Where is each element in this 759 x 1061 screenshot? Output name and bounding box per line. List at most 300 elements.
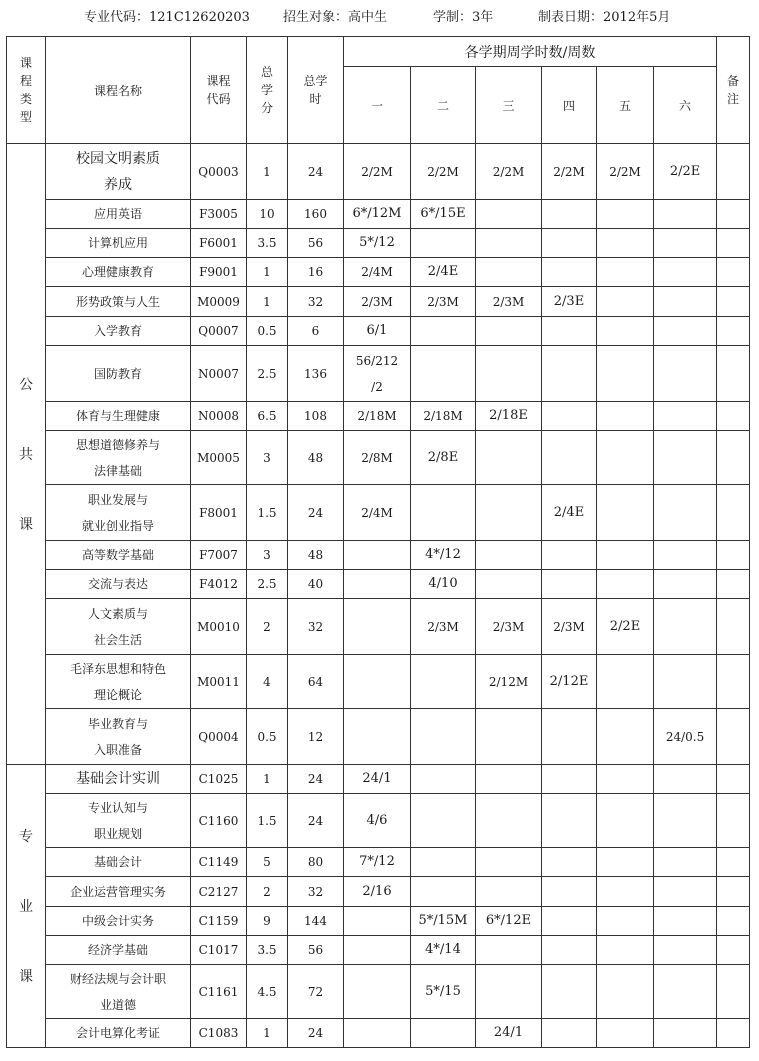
course-code-cell: C1160 [191,794,247,848]
course-code-cell: C2127 [191,877,247,907]
table-row [7,907,750,936]
semester-4-cell: 2/3M [542,599,597,655]
course-code-cell: C1025 [191,765,247,794]
course-credits-cell: 1 [247,287,288,317]
header-remark-char: 备 [727,74,740,88]
table-header-info [0,0,759,36]
semester-6-cell [654,877,717,907]
remark-cell [717,765,750,794]
semester-1-cell: 24/1 [344,765,411,794]
course-name-line: 体育与生理健康 [75,409,160,423]
semester-6-cell [654,570,717,599]
semester-4-cell: 2/2M [542,144,597,200]
semester-2-cell [411,877,476,907]
course-code-cell: F9001 [191,258,247,287]
semester-5-cell [597,346,654,402]
table-row [7,1019,750,1048]
semester-3-cell [476,317,542,346]
semester-2-cell [411,655,476,709]
course-code-cell: N0008 [191,402,247,431]
table-date: 制表日期：2012年5月 [538,10,671,25]
semester-5-cell [597,317,654,346]
course-name-cell [46,965,191,1019]
semester-5-cell [597,877,654,907]
semester-2-cell: 2/4E [411,258,476,287]
semester-3-cell [476,229,542,258]
semester-1-cell [344,965,411,1019]
semester-4-cell [542,848,597,877]
course-hours-cell: 24 [288,765,344,794]
course-name-cell [46,431,191,485]
course-name-cell [46,317,191,346]
header-semester-6: 六 [654,67,717,144]
course-credits-cell: 1 [247,1019,288,1048]
semester-5-cell [597,936,654,965]
course-hours-cell: 32 [288,287,344,317]
semester-4-cell: 2/3E [542,287,597,317]
semester-5-cell [597,200,654,229]
course-credits-cell: 3.5 [247,936,288,965]
course-credits-cell: 1.5 [247,794,288,848]
remark-cell [717,794,750,848]
course-category-char: 共 [19,447,33,463]
semester-6-cell [654,485,717,541]
course-name-cell [46,794,191,848]
course-name-line: 国防教育 [93,366,142,381]
remark-cell [717,317,750,346]
course-name-line: 社会生活 [93,632,142,647]
course-name-cell [46,287,191,317]
semester-6-cell [654,848,717,877]
remark-cell [717,570,750,599]
course-credits-cell: 0.5 [247,709,288,765]
semester-1-cell [344,1019,411,1048]
course-hours-cell: 24 [288,794,344,848]
course-category-cell [7,765,46,1048]
semester-5-cell [597,541,654,570]
study-duration: 学制：3年 [433,10,494,25]
course-hours-cell: 24 [288,1019,344,1048]
header-credits [247,37,288,144]
course-name-cell [46,402,191,431]
semester-6-cell [654,655,717,709]
semester-6-cell [654,936,717,965]
semester-4-cell [542,570,597,599]
semester-5-cell [597,794,654,848]
header-remark-char: 注 [727,92,740,106]
semester-2-cell [411,794,476,848]
header-semester-5: 五 [597,67,654,144]
remark-cell [717,936,750,965]
course-name-line: 职业发展与 [87,492,148,507]
course-credits-cell: 2 [247,877,288,907]
course-credits-cell: 3.5 [247,229,288,258]
semester-1-cell: 7*/12 [344,848,411,877]
course-code-cell: N0007 [191,346,247,402]
table-row [7,431,750,485]
course-name-cell [46,877,191,907]
semester-1-cell: 2/4M [344,485,411,541]
enrollment-target: 招生对象：高中生 [283,10,388,25]
table-row [7,402,750,431]
semester-5-cell: 2/2M [597,144,654,200]
course-credits-cell: 2 [247,599,288,655]
header-code-line: 课程 [206,74,231,88]
header-course-code [191,37,247,144]
semester-6-cell [654,1019,717,1048]
header-semester-3: 三 [476,67,542,144]
remark-cell [717,655,750,709]
course-name-cell [46,229,191,258]
semester-2-cell [411,1019,476,1048]
semester-6-cell [654,431,717,485]
semester-5-cell [597,1019,654,1048]
course-name-line: 入学教育 [93,324,142,338]
semester-4-cell [542,765,597,794]
semester-1-cell [344,541,411,570]
course-name-cell [46,485,191,541]
course-name-line: 基础会计 [93,855,142,869]
course-hours-cell: 56 [288,229,344,258]
remark-cell [717,346,750,402]
course-name-line: 毕业教育与 [87,716,148,731]
course-name-line: 校园文明素质 [76,150,160,167]
table-row [7,877,750,907]
header-code-line: 代码 [206,92,231,106]
course-code-cell: Q0004 [191,709,247,765]
course-name-cell [46,907,191,936]
major-code: 专业代码：121C12620203 [84,10,250,25]
course-credits-cell: 2.5 [247,346,288,402]
remark-cell [717,229,750,258]
course-credits-cell: 10 [247,200,288,229]
semester-3-cell [476,794,542,848]
semester-4-cell [542,346,597,402]
header-semester-1: 一 [344,67,411,144]
table-row [7,287,750,317]
semester-4-cell [542,431,597,485]
semester-6-cell [654,907,717,936]
semester-2-cell: 2/3M [411,287,476,317]
course-code-cell: C1083 [191,1019,247,1048]
semester-1-cell: 6*/12M [344,200,411,229]
semester-3-cell [476,541,542,570]
semester-1-cell: 56/212 /2 [344,346,411,402]
course-credits-cell: 1 [247,258,288,287]
course-name-line: 经济学基础 [87,943,148,957]
course-name-line: 心理健康教育 [81,265,154,279]
semester-3-cell [476,200,542,229]
semester-1-cell: 2/8M [344,431,411,485]
course-name-cell [46,1019,191,1048]
semester-2-cell: 2/2M [411,144,476,200]
course-name-line: 理论概论 [93,687,142,702]
course-credits-cell: 1 [247,765,288,794]
course-name-line: 职业规划 [93,826,142,841]
course-hours-cell: 144 [288,907,344,936]
remark-cell [717,907,750,936]
semester-1-cell: 6/1 [344,317,411,346]
table-row [7,541,750,570]
header-credits-char: 总 [260,65,273,79]
course-hours-cell: 32 [288,877,344,907]
course-hours-cell: 72 [288,965,344,1019]
course-code-cell: F8001 [191,485,247,541]
semester-1-cell [344,599,411,655]
semester-1-cell: 2/4M [344,258,411,287]
semester-2-cell [411,765,476,794]
header-semester-4: 四 [542,67,597,144]
table-row [7,144,750,200]
course-credits-cell: 3 [247,541,288,570]
semester-6-cell [654,229,717,258]
table-row [7,200,750,229]
semester-4-cell [542,965,597,1019]
semester-4-cell [542,317,597,346]
course-name-line: 应用英语 [93,207,142,221]
semester-3-cell [476,258,542,287]
header-semester-2: 二 [411,67,476,144]
course-code-cell: M0011 [191,655,247,709]
course-name-line: 高等数学基础 [81,548,154,562]
semester-2-cell [411,346,476,402]
table-row [7,655,750,709]
semester-6-cell: 2/2E [654,144,717,200]
course-name-cell [46,144,191,200]
table-row [7,765,750,794]
course-credits-cell: 0.5 [247,317,288,346]
header-category-char: 课 [19,56,32,70]
course-credits-cell: 3 [247,431,288,485]
remark-cell [717,848,750,877]
semester-4-cell [542,907,597,936]
course-name-line: 思想道德修养与 [75,437,160,452]
semester-2-cell: 4*/12 [411,541,476,570]
course-code-cell: M0009 [191,287,247,317]
table-row [7,709,750,765]
semester-3-cell [476,936,542,965]
table-row [7,485,750,541]
semester-5-cell [597,848,654,877]
semester-4-cell [542,877,597,907]
course-name-line: 会计电算化考证 [75,1026,160,1040]
table-row [7,965,750,1019]
remark-cell [717,144,750,200]
semester-3-cell [476,965,542,1019]
course-name-cell [46,655,191,709]
semester-2-cell: 4/10 [411,570,476,599]
semester-1-cell: 5*/12 [344,229,411,258]
semester-3-cell [476,877,542,907]
semester-1-cell: 2/16 [344,877,411,907]
semester-1-cell: 2/2M [344,144,411,200]
course-hours-cell: 16 [288,258,344,287]
course-name-line: 基础会计实训 [76,771,160,787]
header-category-char: 型 [19,110,32,124]
semester-6-cell: 24/0.5 [654,709,717,765]
course-credits-cell: 1 [247,144,288,200]
remark-cell [717,402,750,431]
table-row [7,570,750,599]
semester-1-cell [344,936,411,965]
semester-3-cell [476,709,542,765]
remark-cell [717,965,750,1019]
remark-cell [717,709,750,765]
header-category-char: 类 [19,92,32,106]
course-name-cell [46,346,191,402]
semester-2-cell: 2/18M [411,402,476,431]
semester-4-cell [542,709,597,765]
semester-2-cell [411,317,476,346]
semester-3-cell: 2/12M [476,655,542,709]
header-credits-char: 学 [260,83,273,97]
course-hours-cell: 80 [288,848,344,877]
remark-cell [717,258,750,287]
semester-2-cell [411,709,476,765]
course-credits-cell: 4.5 [247,965,288,1019]
course-name-cell [46,709,191,765]
remark-cell [717,1019,750,1048]
course-hours-cell: 160 [288,200,344,229]
course-name-line: 形势政策与人生 [75,294,160,309]
semester-5-cell [597,258,654,287]
semester-2-cell: 5*/15M [411,907,476,936]
semester-4-cell: 2/12E [542,655,597,709]
semester-1-cell [344,570,411,599]
semester-1-cell [344,655,411,709]
semester-6-cell [654,200,717,229]
semester-1-cell [344,709,411,765]
semester-6-cell [654,287,717,317]
course-code-cell: C1017 [191,936,247,965]
table-row [7,599,750,655]
semester-5-cell [597,907,654,936]
semester-2-cell: 5*/15 [411,965,476,1019]
course-name-cell [46,200,191,229]
header-credits-char: 分 [260,101,273,115]
semester-6-cell [654,541,717,570]
course-name-line: 专业认知与 [87,800,148,815]
header-course-name: 课程名称 [46,37,191,144]
course-category-char: 专 [19,829,33,845]
course-category-cell [7,144,46,765]
semester-5-cell [597,485,654,541]
semester-3-cell [476,570,542,599]
semester-1-cell: 2/3M [344,287,411,317]
semester-5-cell [597,229,654,258]
course-hours-cell: 32 [288,599,344,655]
semester-2-cell: 2/3M [411,599,476,655]
semester-2-cell [411,485,476,541]
header-hours-line: 总学 [303,74,328,88]
course-name-line: 中级会计实务 [81,914,154,928]
header-semesters-title: 各学期周学时数/周数 [344,37,717,67]
remark-cell [717,877,750,907]
header-category-char: 程 [19,74,32,88]
course-credits-cell: 2.5 [247,570,288,599]
semester-3-cell [476,346,542,402]
header-remark [717,37,750,144]
course-name-cell [46,765,191,794]
course-name-line: 毛泽东思想和特色 [69,661,166,676]
course-hours-cell: 56 [288,936,344,965]
course-code-cell: F7007 [191,541,247,570]
course-code-cell: M0005 [191,431,247,485]
course-credits-cell: 4 [247,655,288,709]
header-category [7,37,46,144]
semester-5-cell [597,402,654,431]
course-name-line: 交流与表达 [87,577,148,591]
course-code-cell: C1161 [191,965,247,1019]
remark-cell [717,287,750,317]
course-hours-cell: 108 [288,402,344,431]
table-row [7,258,750,287]
table-row [7,848,750,877]
course-category-char: 公 [19,377,33,393]
course-code-cell: M0010 [191,599,247,655]
course-hours-cell: 24 [288,485,344,541]
semester-5-cell [597,765,654,794]
semester-6-cell [654,765,717,794]
semester-5-cell [597,287,654,317]
semester-4-cell [542,794,597,848]
course-name-line: 财经法规与会计职 [69,971,166,986]
course-credits-cell: 5 [247,848,288,877]
course-hours-cell: 24 [288,144,344,200]
remark-cell [717,200,750,229]
semester-5-cell [597,431,654,485]
course-code-cell: Q0007 [191,317,247,346]
course-name-line: 人文素质与 [87,606,148,621]
semester-3-cell [476,431,542,485]
remark-cell [717,541,750,570]
semester-4-cell [542,1019,597,1048]
semester-3-cell: 2/18E [476,402,542,431]
course-hours-cell: 48 [288,431,344,485]
semester-4-cell [542,200,597,229]
course-name-line: 入职准备 [93,742,142,757]
course-plan-table [6,36,750,1048]
course-code-cell: C1159 [191,907,247,936]
semester-2-cell: 4*/14 [411,936,476,965]
course-code-cell: F3005 [191,200,247,229]
course-hours-cell: 40 [288,570,344,599]
course-hours-cell: 64 [288,655,344,709]
table-row [7,936,750,965]
semester-4-cell [542,258,597,287]
semester-3-cell: 2/3M [476,287,542,317]
semester-3-cell: 2/3M [476,599,542,655]
semester-2-cell [411,229,476,258]
remark-cell [717,485,750,541]
course-category-char: 课 [19,517,33,533]
course-name-line: 企业运营管理实务 [69,884,166,899]
course-hours-cell: 48 [288,541,344,570]
course-name-cell [46,848,191,877]
course-name-line: 养成 [104,176,132,193]
course-name-cell [46,258,191,287]
semester-1-cell: 4/6 [344,794,411,848]
semester-6-cell [654,794,717,848]
semester-6-cell [654,317,717,346]
remark-cell [717,431,750,485]
course-code-cell: F6001 [191,229,247,258]
semester-4-cell [542,936,597,965]
semester-5-cell [597,655,654,709]
table-row [7,317,750,346]
semester-3-cell: 2/2M [476,144,542,200]
course-name-line: 计算机应用 [87,236,148,250]
